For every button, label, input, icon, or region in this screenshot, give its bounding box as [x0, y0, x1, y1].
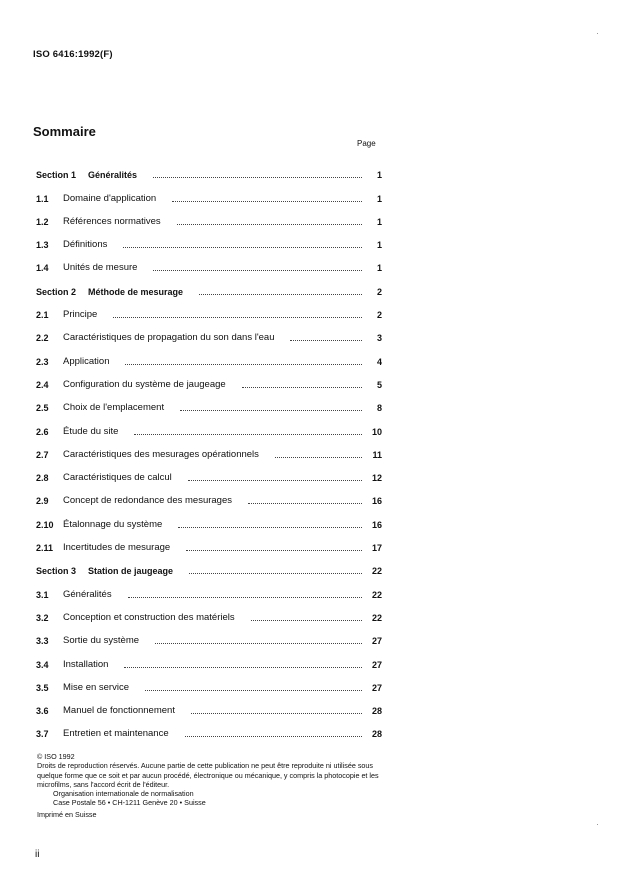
dot-leader — [275, 456, 362, 458]
toc-label: Configuration du système de jaugeage — [63, 378, 226, 390]
toc-page-number: 1 — [376, 170, 382, 181]
toc-page-number: 2 — [376, 310, 382, 321]
dot-leader — [172, 200, 362, 202]
toc-label: Principe — [63, 309, 98, 321]
toc-item-row — [36, 180, 382, 203]
dot-leader — [145, 689, 362, 691]
toc-item-row — [36, 623, 382, 646]
toc-number: 1.4 — [36, 263, 49, 274]
toc-label: Définitions — [63, 239, 108, 251]
toc-label: Installation — [63, 658, 109, 670]
scan-speck — [597, 33, 598, 34]
organisation-address: Case Postale 56 • CH-1211 Genève 20 • Suisse — [53, 798, 206, 808]
dot-leader — [125, 363, 362, 365]
toc-number: Section 2 — [36, 286, 77, 297]
toc-label: Généralités — [63, 588, 112, 600]
toc-label: Incertitudes de mesurage — [63, 542, 171, 554]
toc-section-row — [36, 157, 382, 180]
toc-number: 3.3 — [36, 636, 49, 647]
toc-page-number: 8 — [376, 403, 382, 414]
toc-page-number: 17 — [371, 543, 382, 554]
toc-page-number: 10 — [371, 426, 382, 437]
toc-item-row — [36, 716, 382, 739]
organisation-name: Organisation internationale de normalisation — [53, 789, 194, 799]
toc-item-row — [36, 343, 382, 366]
dot-leader — [186, 549, 362, 551]
dot-leader — [124, 666, 362, 668]
scan-speck — [597, 824, 598, 825]
toc-page-number: 16 — [371, 496, 382, 507]
page-title: Sommaire — [33, 124, 96, 139]
toc-page-number: 28 — [371, 706, 382, 717]
toc-number: 1.2 — [36, 216, 49, 227]
toc-page-number: 16 — [371, 519, 382, 530]
toc-page-number: 22 — [371, 612, 382, 623]
copyright-line: © ISO 1992 — [37, 752, 75, 761]
dot-leader — [248, 502, 362, 504]
toc-section-row — [36, 553, 382, 576]
toc-number: 3.6 — [36, 706, 49, 717]
toc-item-row — [36, 297, 382, 320]
table-of-contents — [36, 157, 382, 739]
toc-number: Section 1 — [36, 170, 77, 181]
toc-item-row — [36, 437, 382, 460]
toc-page-number: 12 — [371, 473, 382, 484]
toc-number: 2.2 — [36, 333, 49, 344]
dot-leader — [185, 735, 362, 737]
toc-number: 1.1 — [36, 193, 49, 204]
dot-leader — [180, 409, 362, 411]
dot-leader — [113, 316, 362, 318]
toc-label: Choix de l'emplacement — [63, 402, 165, 414]
toc-number: 3.4 — [36, 659, 49, 670]
toc-number: 2.5 — [36, 403, 49, 414]
toc-number: 2.4 — [36, 379, 49, 390]
dot-leader — [153, 269, 362, 271]
dot-leader — [134, 433, 362, 435]
toc-item-row — [36, 506, 382, 529]
toc-label: Entretien et maintenance — [63, 728, 169, 740]
toc-label: Méthode de mesurage — [88, 286, 184, 297]
dot-leader — [191, 712, 362, 714]
dot-leader — [188, 479, 362, 481]
toc-number: Section 3 — [36, 566, 77, 577]
toc-label: Étalonnage du système — [63, 518, 163, 530]
toc-item-row — [36, 646, 382, 669]
toc-label: Caractéristiques des mesurages opérationnels — [63, 448, 259, 460]
toc-item-row — [36, 600, 382, 623]
toc-page-number: 1 — [376, 216, 382, 227]
toc-item-row — [36, 483, 382, 506]
toc-page-number: 28 — [371, 729, 382, 740]
dot-leader — [178, 526, 362, 528]
dot-leader — [153, 176, 362, 178]
copyright-notice — [37, 752, 387, 808]
toc-item-row — [36, 530, 382, 553]
page-column-label: Page — [357, 139, 376, 148]
dot-leader — [155, 642, 362, 644]
toc-number: 1.3 — [36, 240, 49, 251]
toc-item-row — [36, 670, 382, 693]
dot-leader — [189, 572, 362, 574]
toc-page-number: 27 — [371, 682, 382, 693]
toc-page-number: 2 — [376, 286, 382, 297]
toc-label: Généralités — [88, 170, 138, 181]
toc-item-row — [36, 367, 382, 390]
toc-number: 2.1 — [36, 310, 49, 321]
toc-item-row — [36, 250, 382, 273]
toc-number: 2.6 — [36, 426, 49, 437]
toc-page-number: 22 — [371, 589, 382, 600]
toc-page-number: 1 — [376, 263, 382, 274]
toc-page-number: 3 — [376, 333, 382, 344]
toc-item-row — [36, 227, 382, 250]
toc-number: 2.3 — [36, 356, 49, 367]
toc-section-row — [36, 273, 382, 296]
toc-page-number: 27 — [371, 636, 382, 647]
toc-number: 2.9 — [36, 496, 49, 507]
toc-label: Manuel de fonctionnement — [63, 705, 175, 717]
dot-leader — [290, 339, 362, 341]
imprint: Imprimé en Suisse — [37, 810, 97, 819]
dot-leader — [177, 223, 362, 225]
toc-number: 3.7 — [36, 729, 49, 740]
toc-page-number: 11 — [372, 449, 382, 460]
toc-number: 3.1 — [36, 589, 49, 600]
toc-number: 2.8 — [36, 473, 49, 484]
toc-page-number: 1 — [376, 193, 382, 204]
toc-page-number: 27 — [371, 659, 382, 670]
toc-label: Domaine d'application — [63, 192, 157, 204]
toc-item-row — [36, 460, 382, 483]
toc-label: Caractéristiques de propagation du son dans l'eau — [63, 332, 275, 344]
toc-label: Références normatives — [63, 215, 161, 227]
toc-item-row — [36, 576, 382, 599]
toc-number: 2.7 — [36, 449, 49, 460]
toc-page-number: 1 — [376, 240, 382, 251]
dot-leader — [123, 246, 362, 248]
toc-item-row — [36, 320, 382, 343]
toc-item-row — [36, 413, 382, 436]
toc-label: Concept de redondance des mesurages — [63, 495, 233, 507]
toc-number: 3.5 — [36, 682, 49, 693]
toc-item-row — [36, 204, 382, 227]
toc-label: Mise en service — [63, 681, 129, 693]
toc-label: Sortie du système — [63, 635, 140, 647]
page-number: ii — [35, 849, 40, 860]
toc-number: 2.10 — [36, 519, 54, 530]
document-id: ISO 6416:1992(F) — [33, 49, 113, 60]
toc-label: Étude du site — [63, 425, 119, 437]
dot-leader — [199, 293, 362, 295]
toc-label: Caractéristiques de calcul — [63, 472, 172, 484]
toc-label: Unités de mesure — [63, 262, 138, 274]
dot-leader — [242, 386, 362, 388]
rights-text: Droits de reproduction réservés. Aucune partie de cette publication ne peut être reproduite ni utilisée sous quelque forme que ce soit et par aucun procédé, électronique ou mécanique, y compris la photocopie et les microfilms, sans l'accord écrit de l'éditeur. — [37, 761, 379, 789]
toc-item-row — [36, 390, 382, 413]
toc-label: Conception et construction des matériels — [63, 611, 235, 623]
toc-page-number: 4 — [376, 356, 382, 367]
toc-page-number: 22 — [371, 566, 382, 577]
toc-number: 2.11 — [36, 543, 54, 554]
dot-leader — [128, 596, 362, 598]
toc-label: Application — [63, 355, 110, 367]
toc-number: 3.2 — [36, 612, 49, 623]
toc-item-row — [36, 693, 382, 716]
toc-page-number: 5 — [376, 379, 382, 390]
toc-label: Station de jaugeage — [88, 566, 174, 577]
dot-leader — [251, 619, 362, 621]
